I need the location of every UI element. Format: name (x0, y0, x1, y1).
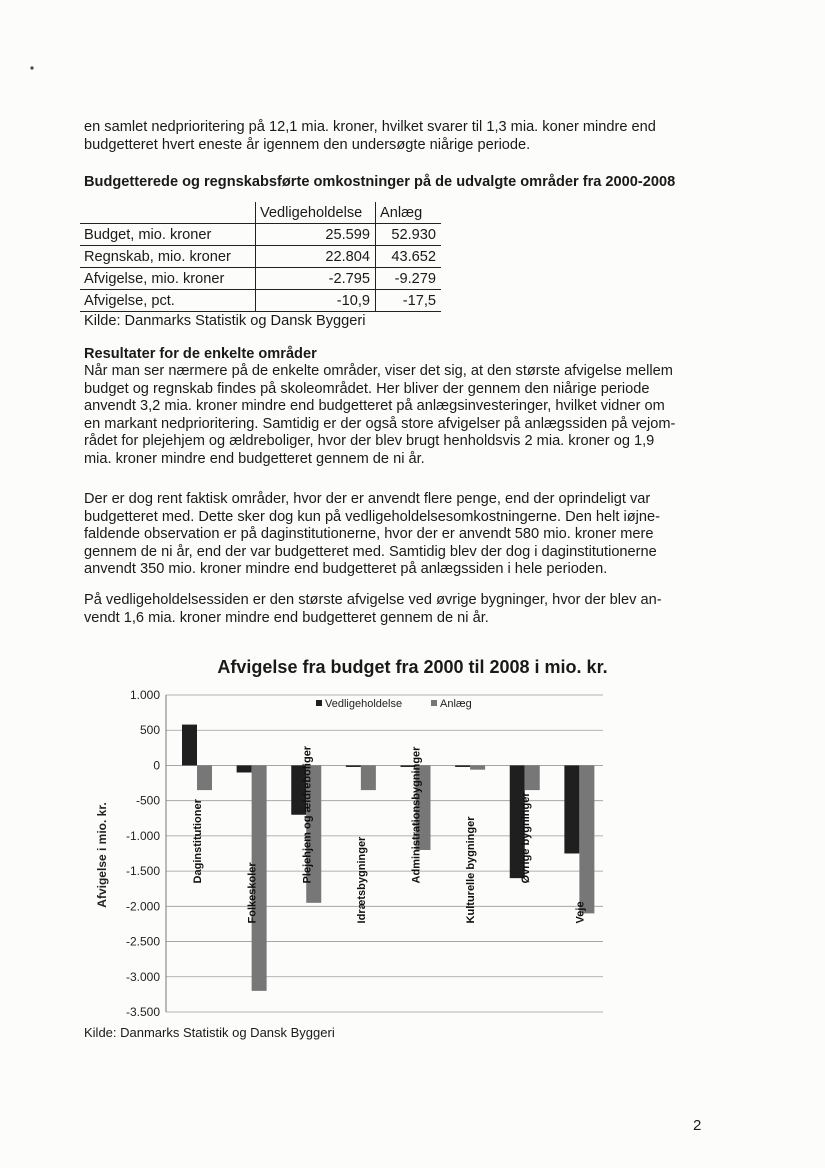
y-tick-label: -1.500 (125, 864, 160, 879)
bar-vedligeholdelse (237, 765, 252, 772)
bar-vedligeholdelse (346, 765, 361, 767)
table-heading: Budgetterede og regnskabsførte omkostninger på de udvalgte områder fra 2000-2008 (84, 174, 676, 190)
row-label: Afvigelse, pct. (80, 290, 256, 312)
bar-anlaeg (470, 765, 485, 769)
page-number: 2 (693, 1117, 702, 1134)
bar-anlaeg (361, 765, 376, 790)
bar-vedligeholdelse (182, 725, 197, 766)
y-tick-label: -2.000 (125, 899, 160, 914)
cell-vedligeholdelse: 22.804 (256, 246, 376, 268)
paragraph-line: Der er dog rent faktisk områder, hvor der er anvendt flere penge, end der oprindeligt var (84, 491, 651, 507)
y-tick-label: 1.000 (129, 688, 160, 702)
legend-swatch (431, 700, 437, 706)
cell-vedligeholdelse: -2.795 (256, 268, 376, 290)
cell-vedligeholdelse: 25.599 (256, 224, 376, 246)
paragraph-line: budget og regnskab findes på skoleområdet. Her bliver der gennem den niårige periode (84, 380, 650, 397)
paragraph-line: rådet for plejehjem og ældreboliger, hvor der blev brugt henholdsvis 2 mia. kroner og 1,9 (84, 433, 655, 450)
bar-anlaeg (525, 765, 540, 790)
bar-vedligeholdelse (455, 765, 470, 767)
y-tick-label: -3.500 (125, 1005, 160, 1019)
y-tick-label: -2.500 (125, 934, 160, 949)
bar-anlaeg (579, 765, 594, 913)
paragraph-line: gennem de ni år, end der var budgetteret med. Samtidig blev der dog i daginstitutionerne (84, 543, 657, 560)
intro-line: en samlet nedprioritering på 12,1 mia. kroner, hvilket svarer til 1,3 mia. koner mindre end (84, 119, 656, 135)
category-label: Plejehjem og ældreboliger (301, 745, 314, 884)
section-heading: Resultater for de enkelte områder (84, 346, 317, 362)
paragraph-line: anvendt 350 mio. kroner mindre end budgetteret på anlægssiden i hele perioden. (84, 561, 608, 578)
y-axis-label: Afvigelse i mio. kr. (95, 802, 109, 908)
cell-anlaeg: 43.652 (376, 246, 442, 268)
paragraph-line: På vedligeholdelsessiden er den største afvigelse ved øvrige bygninger, hvor der blev an- (84, 592, 662, 608)
y-tick-label: -1.000 (125, 828, 160, 843)
bar-vedligeholdelse (564, 765, 579, 853)
y-tick-label: 0 (153, 758, 160, 773)
table-source: Kilde: Danmarks Statistik og Dansk Byggeri (84, 313, 366, 329)
table-header-cell: Anlæg (380, 204, 423, 221)
paragraph-line: Når man ser nærmere på de enkelte områder, viser det sig, at den største afvigelse mellem (84, 363, 673, 379)
cell-vedligeholdelse: -10,9 (256, 290, 376, 312)
legend-label: Anlæg (440, 698, 472, 710)
paragraph-line: budgetteret med. Dette sker dog kun på vedligeholdelsesomkostningerne. Den helt iøjne- (84, 508, 660, 525)
bar-anlaeg (197, 765, 212, 790)
category-label: Veje (574, 901, 587, 924)
legend-label: Vedligeholdelse (325, 698, 403, 710)
category-label: Administrationsbygninger (410, 746, 423, 884)
paragraph-line: en markant nedprioritering. Samtidig er der også store afvigelser på anlægssiden på vejom- (84, 415, 676, 432)
row-label: Regnskab, mio. kroner (80, 246, 256, 268)
row-label: Afvigelse, mio. kroner (80, 268, 256, 290)
category-label: Kulturelle bygninger (465, 816, 478, 924)
y-tick-label: 500 (139, 723, 160, 738)
cell-anlaeg: 52.930 (376, 224, 442, 246)
cell-anlaeg: -17,5 (376, 290, 442, 312)
category-label: Idrætsbygninger (355, 836, 368, 924)
table-header-cell: Vedligeholdelse (256, 202, 376, 224)
paragraph-line: vendt 1,6 mia. kroner mindre end budgetteret gennem de ni år. (84, 609, 489, 626)
category-label: Folkeskoler (246, 862, 259, 924)
category-label: Øvrige bygninger (519, 792, 532, 884)
paragraph-line: anvendt 3,2 mia. kroner mindre end budgetteret på anlægsinvesteringer, hvilket vidner om (84, 398, 665, 415)
cell-anlaeg: -9.279 (376, 268, 442, 290)
y-tick-label: -500 (135, 793, 160, 808)
category-label: Daginstitutioner (192, 799, 204, 884)
chart-source: Kilde: Danmarks Statistik og Dansk Byggeri (84, 1025, 335, 1040)
paragraph-line: mia. kroner mindre end budgetteret gennem de ni år. (84, 450, 425, 467)
y-tick-label: -3.000 (125, 969, 160, 984)
row-label: Budget, mio. kroner (80, 224, 256, 246)
paragraph-line: faldende observation er på daginstitutionerne, hvor der er anvendt 580 mio. kroner mere (84, 526, 654, 543)
chart-title: Afvigelse fra budget fra 2000 til 2008 i mio. kr. (217, 657, 608, 677)
legend-swatch (316, 700, 322, 706)
intro-line: budgetteret hvert eneste år igennem den undersøgte niårige periode. (84, 136, 531, 153)
